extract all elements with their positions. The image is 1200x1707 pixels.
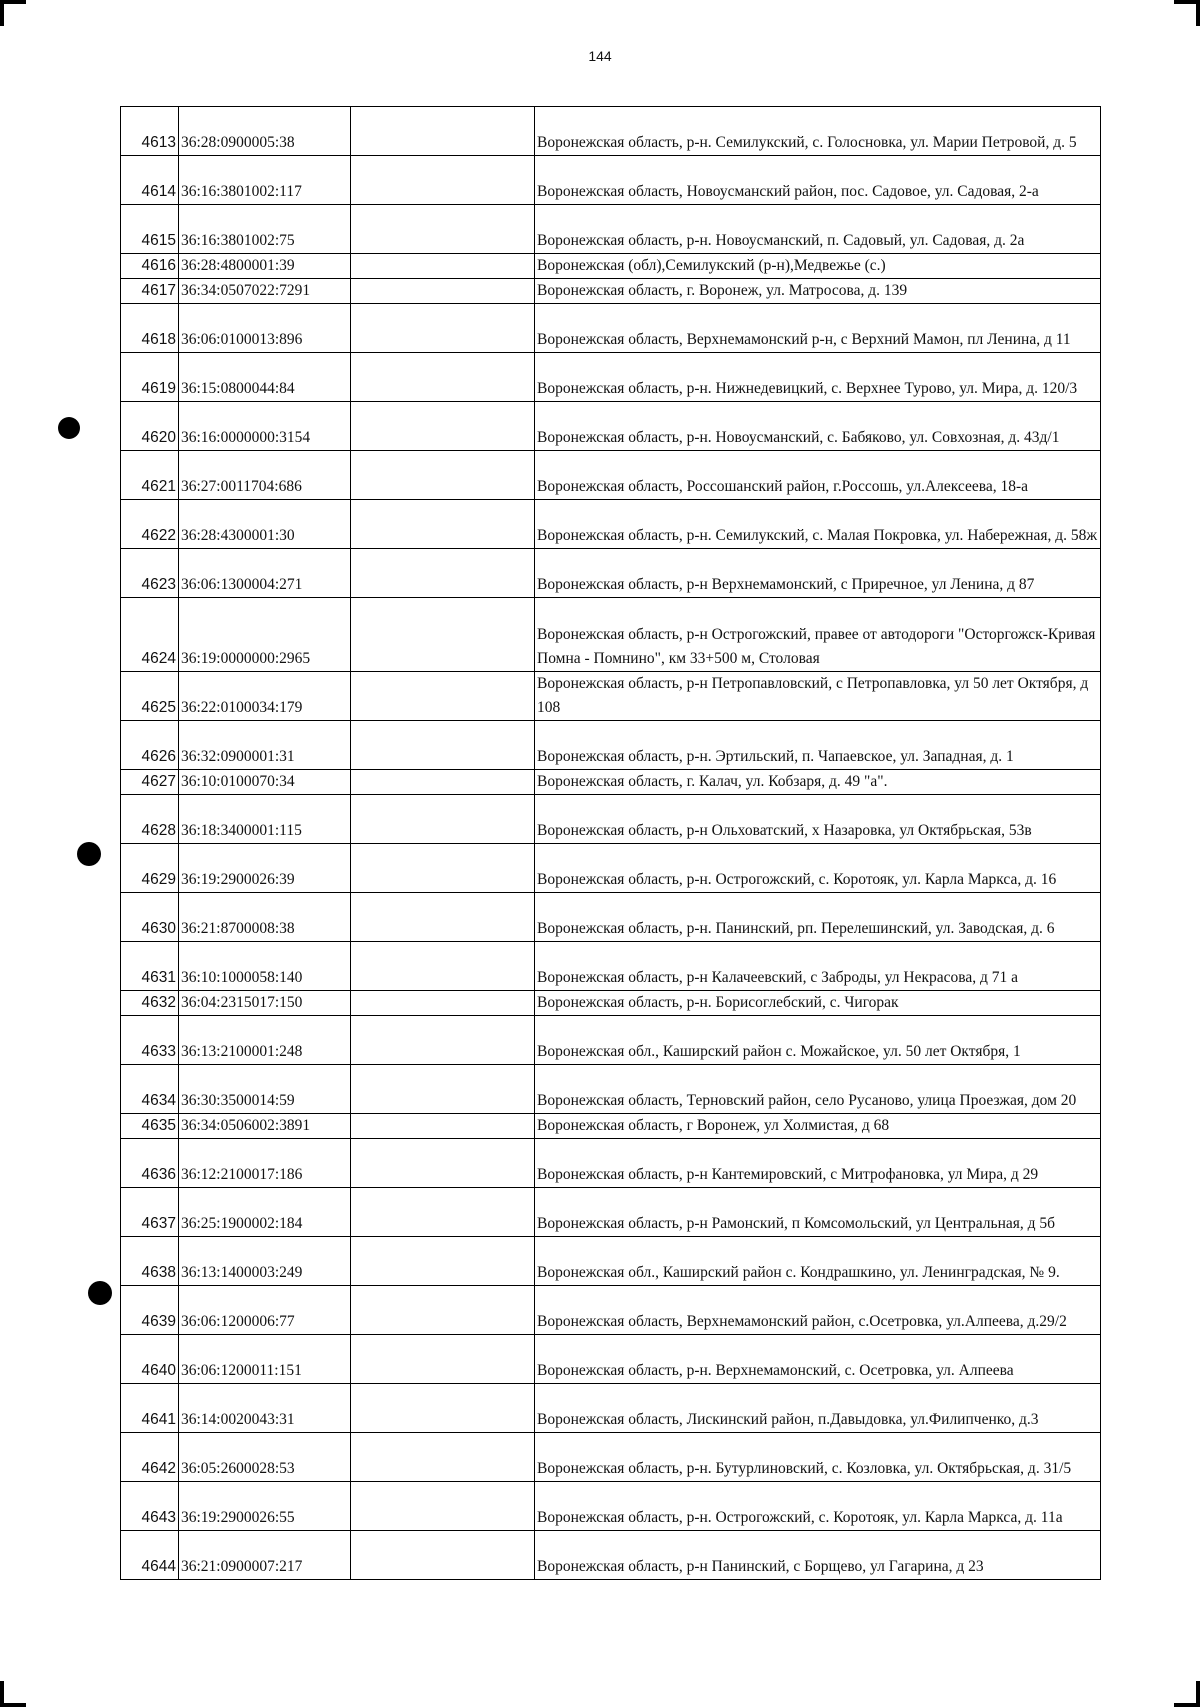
- row-number-cell: 4625: [121, 672, 179, 721]
- table-row: [121, 156, 1101, 205]
- address-cell: Воронежская область, г. Воронеж, ул. Матросова, д. 139: [535, 279, 1101, 304]
- address-cell: Воронежская область, р-н. Верхнемамонский, с. Осетровка, ул. Алпеева: [535, 1335, 1101, 1384]
- cadastral-number-cell: 36:19:2900026:55: [179, 1482, 351, 1531]
- address-cell: Воронежская область, Верхнемамонский район, с.Осетровка, ул.Алпеева, д.29/2: [535, 1286, 1101, 1335]
- address-cell: Воронежская область, р-н. Бутурлиновский, с. Козловка, ул. Октябрьская, д. 31/5: [535, 1433, 1101, 1482]
- empty-cell: [351, 1384, 535, 1433]
- empty-cell: [351, 1065, 535, 1114]
- row-number-cell: 4619: [121, 353, 179, 402]
- empty-cell: [351, 451, 535, 500]
- table-row: [121, 1531, 1101, 1580]
- table-row: [121, 1188, 1101, 1237]
- empty-cell: [351, 1139, 535, 1188]
- cadastral-number-cell: 36:06:0100013:896: [179, 304, 351, 353]
- row-number-cell: 4641: [121, 1384, 179, 1433]
- row-number-cell: 4628: [121, 795, 179, 844]
- row-number-cell: 4624: [121, 598, 179, 672]
- empty-cell: [351, 1531, 535, 1580]
- row-number-cell: 4636: [121, 1139, 179, 1188]
- table-row: [121, 672, 1101, 721]
- table-row: [121, 549, 1101, 598]
- row-number-cell: 4635: [121, 1114, 179, 1139]
- table-row: [121, 1237, 1101, 1286]
- row-number-cell: 4626: [121, 721, 179, 770]
- page-number: 144: [588, 48, 612, 64]
- address-cell: Воронежская область, р-н Панинский, с Борщево, ул Гагарина, д 23: [535, 1531, 1101, 1580]
- table-row: [121, 402, 1101, 451]
- cadastral-number-cell: 36:18:3400001:115: [179, 795, 351, 844]
- cadastral-number-cell: 36:16:3801002:117: [179, 156, 351, 205]
- table-row: [121, 795, 1101, 844]
- cadastral-number-cell: 36:04:2315017:150: [179, 991, 351, 1016]
- empty-cell: [351, 107, 535, 156]
- scan-corner-bottom-right: [1196, 1681, 1200, 1707]
- address-cell: Воронежская область, Терновский район, село Русаново, улица Проезжая, дом 20: [535, 1065, 1101, 1114]
- address-cell: Воронежская область, г Воронеж, ул Холмистая, д 68: [535, 1114, 1101, 1139]
- empty-cell: [351, 402, 535, 451]
- empty-cell: [351, 1286, 535, 1335]
- address-cell: Воронежская область, р-н. Борисоглебский, с. Чигорак: [535, 991, 1101, 1016]
- empty-cell: [351, 1335, 535, 1384]
- row-number-cell: 4640: [121, 1335, 179, 1384]
- address-cell: Воронежская область, р-н Ольховатский, х Назаровка, ул Октябрьская, 53в: [535, 795, 1101, 844]
- address-cell: Воронежская обл., Каширский район с. Можайское, ул. 50 лет Октября, 1: [535, 1016, 1101, 1065]
- table-row: [121, 1065, 1101, 1114]
- table-row: [121, 1335, 1101, 1384]
- cadastral-number-cell: 36:22:0100034:179: [179, 672, 351, 721]
- cadastral-number-cell: 36:05:2600028:53: [179, 1433, 351, 1482]
- empty-cell: [351, 279, 535, 304]
- cadastral-number-cell: 36:14:0020043:31: [179, 1384, 351, 1433]
- punch-hole-mark: [77, 842, 101, 866]
- cadastral-number-cell: 36:06:1300004:271: [179, 549, 351, 598]
- table-row: [121, 721, 1101, 770]
- row-number-cell: 4617: [121, 279, 179, 304]
- row-number-cell: 4622: [121, 500, 179, 549]
- row-number-cell: 4629: [121, 844, 179, 893]
- table-row: [121, 279, 1101, 304]
- empty-cell: [351, 304, 535, 353]
- row-number-cell: 4638: [121, 1237, 179, 1286]
- cadastral-number-cell: 36:12:2100017:186: [179, 1139, 351, 1188]
- empty-cell: [351, 549, 535, 598]
- registry-table: [120, 106, 1101, 1580]
- empty-cell: [351, 254, 535, 279]
- punch-hole-mark: [58, 417, 80, 439]
- cadastral-number-cell: 36:34:0506002:3891: [179, 1114, 351, 1139]
- table-row: [121, 1139, 1101, 1188]
- table-row: [121, 500, 1101, 549]
- address-cell: Воронежская область, р-н. Новоусманский, п. Садовый, ул. Садовая, д. 2а: [535, 205, 1101, 254]
- row-number-cell: 4642: [121, 1433, 179, 1482]
- empty-cell: [351, 1188, 535, 1237]
- address-cell: Воронежская область, р-н Рамонский, п Комсомольский, ул Центральная, д 5б: [535, 1188, 1101, 1237]
- empty-cell: [351, 672, 535, 721]
- row-number-cell: 4632: [121, 991, 179, 1016]
- address-cell: Воронежская область, Новоусманский район, пос. Садовое, ул. Садовая, 2-а: [535, 156, 1101, 205]
- cadastral-number-cell: 36:06:1200006:77: [179, 1286, 351, 1335]
- cadastral-number-cell: 36:28:0900005:38: [179, 107, 351, 156]
- table-row: [121, 893, 1101, 942]
- row-number-cell: 4621: [121, 451, 179, 500]
- table-row: [121, 770, 1101, 795]
- row-number-cell: 4627: [121, 770, 179, 795]
- scan-corner-top-left: [0, 0, 4, 26]
- empty-cell: [351, 991, 535, 1016]
- table-row: [121, 451, 1101, 500]
- empty-cell: [351, 795, 535, 844]
- address-cell: Воронежская область, р-н Острогожский, правее от автодороги "Осторгожск-Кривая Помна - Помнино", км 33+500 м, Столовая: [535, 598, 1101, 672]
- row-number-cell: 4639: [121, 1286, 179, 1335]
- cadastral-number-cell: 36:21:8700008:38: [179, 893, 351, 942]
- cadastral-number-cell: 36:32:0900001:31: [179, 721, 351, 770]
- cadastral-number-cell: 36:10:0100070:34: [179, 770, 351, 795]
- row-number-cell: 4633: [121, 1016, 179, 1065]
- empty-cell: [351, 1237, 535, 1286]
- table-row: [121, 1114, 1101, 1139]
- row-number-cell: 4643: [121, 1482, 179, 1531]
- empty-cell: [351, 721, 535, 770]
- address-cell: Воронежская область, р-н. Эртильский, п. Чапаевское, ул. Западная, д. 1: [535, 721, 1101, 770]
- cadastral-number-cell: 36:27:0011704:686: [179, 451, 351, 500]
- table-row: [121, 598, 1101, 672]
- empty-cell: [351, 1482, 535, 1531]
- empty-cell: [351, 156, 535, 205]
- table-row: [121, 107, 1101, 156]
- table-row: [121, 1433, 1101, 1482]
- table-row: [121, 991, 1101, 1016]
- cadastral-number-cell: 36:30:3500014:59: [179, 1065, 351, 1114]
- address-cell: Воронежская область, р-н. Новоусманский, с. Бабяково, ул. Совхозная, д. 43д/1: [535, 402, 1101, 451]
- cadastral-number-cell: 36:19:0000000:2965: [179, 598, 351, 672]
- cadastral-number-cell: 36:25:1900002:184: [179, 1188, 351, 1237]
- punch-hole-mark: [88, 1281, 112, 1305]
- empty-cell: [351, 893, 535, 942]
- row-number-cell: 4630: [121, 893, 179, 942]
- address-cell: Воронежская область, р-н. Острогожский, с. Коротояк, ул. Карла Маркса, д. 11а: [535, 1482, 1101, 1531]
- empty-cell: [351, 1114, 535, 1139]
- table-row: [121, 1286, 1101, 1335]
- table-row: [121, 353, 1101, 402]
- table-row: [121, 844, 1101, 893]
- cadastral-number-cell: 36:16:0000000:3154: [179, 402, 351, 451]
- row-number-cell: 4637: [121, 1188, 179, 1237]
- address-cell: Воронежская область, р-н Калачеевский, с Заброды, ул Некрасова, д 71 а: [535, 942, 1101, 991]
- row-number-cell: 4615: [121, 205, 179, 254]
- address-cell: Воронежская область, г. Калач, ул. Кобзаря, д. 49 "а".: [535, 770, 1101, 795]
- table-row: [121, 254, 1101, 279]
- table-row: [121, 205, 1101, 254]
- empty-cell: [351, 844, 535, 893]
- address-cell: Воронежская (обл),Семилукский (р-н),Медвежье (с.): [535, 254, 1101, 279]
- address-cell: Воронежская область, р-н. Семилукский, с. Голосновка, ул. Марии Петровой, д. 5: [535, 107, 1101, 156]
- empty-cell: [351, 770, 535, 795]
- row-number-cell: 4634: [121, 1065, 179, 1114]
- row-number-cell: 4620: [121, 402, 179, 451]
- registry-table-body: [121, 107, 1101, 1580]
- address-cell: Воронежская область, р-н Петропавловский, с Петропавловка, ул 50 лет Октября, д 108: [535, 672, 1101, 721]
- cadastral-number-cell: 36:15:0800044:84: [179, 353, 351, 402]
- empty-cell: [351, 500, 535, 549]
- row-number-cell: 4613: [121, 107, 179, 156]
- row-number-cell: 4616: [121, 254, 179, 279]
- empty-cell: [351, 1433, 535, 1482]
- cadastral-number-cell: 36:06:1200011:151: [179, 1335, 351, 1384]
- address-cell: Воронежская область, р-н. Острогожский, с. Коротояк, ул. Карла Маркса, д. 16: [535, 844, 1101, 893]
- address-cell: Воронежская область, р-н. Семилукский, с. Малая Покровка, ул. Набережная, д. 58ж: [535, 500, 1101, 549]
- cadastral-number-cell: 36:21:0900007:217: [179, 1531, 351, 1580]
- table-row: [121, 942, 1101, 991]
- empty-cell: [351, 1016, 535, 1065]
- address-cell: Воронежская область, р-н. Панинский, рп. Перелешинский, ул. Заводская, д. 6: [535, 893, 1101, 942]
- cadastral-number-cell: 36:28:4800001:39: [179, 254, 351, 279]
- address-cell: Воронежская область, Лискинский район, п.Давыдовка, ул.Филипченко, д.3: [535, 1384, 1101, 1433]
- cadastral-number-cell: 36:19:2900026:39: [179, 844, 351, 893]
- address-cell: Воронежская обл., Каширский район с. Кондрашкино, ул. Ленинградская, № 9.: [535, 1237, 1101, 1286]
- cadastral-number-cell: 36:34:0507022:7291: [179, 279, 351, 304]
- row-number-cell: 4623: [121, 549, 179, 598]
- cadastral-number-cell: 36:16:3801002:75: [179, 205, 351, 254]
- address-cell: Воронежская область, Россошанский район, г.Россошь, ул.Алексеева, 18-а: [535, 451, 1101, 500]
- row-number-cell: 4631: [121, 942, 179, 991]
- cadastral-number-cell: 36:10:1000058:140: [179, 942, 351, 991]
- empty-cell: [351, 942, 535, 991]
- empty-cell: [351, 353, 535, 402]
- row-number-cell: 4614: [121, 156, 179, 205]
- address-cell: Воронежская область, р-н. Нижнедевицкий, с. Верхнее Турово, ул. Мира, д. 120/3: [535, 353, 1101, 402]
- row-number-cell: 4644: [121, 1531, 179, 1580]
- empty-cell: [351, 205, 535, 254]
- address-cell: Воронежская область, р-н Верхнемамонский, с Приречное, ул Ленина, д 87: [535, 549, 1101, 598]
- address-cell: Воронежская область, Верхнемамонский р-н, с Верхний Мамон, пл Ленина, д 11: [535, 304, 1101, 353]
- address-cell: Воронежская область, р-н Кантемировский, с Митрофановка, ул Мира, д 29: [535, 1139, 1101, 1188]
- scan-corner-bottom-left: [0, 1681, 4, 1707]
- cadastral-number-cell: 36:13:2100001:248: [179, 1016, 351, 1065]
- table-row: [121, 1384, 1101, 1433]
- empty-cell: [351, 598, 535, 672]
- cadastral-number-cell: 36:13:1400003:249: [179, 1237, 351, 1286]
- row-number-cell: 4618: [121, 304, 179, 353]
- cadastral-number-cell: 36:28:4300001:30: [179, 500, 351, 549]
- table-row: [121, 1016, 1101, 1065]
- scan-corner-top-right: [1196, 0, 1200, 26]
- table-row: [121, 1482, 1101, 1531]
- table-row: [121, 304, 1101, 353]
